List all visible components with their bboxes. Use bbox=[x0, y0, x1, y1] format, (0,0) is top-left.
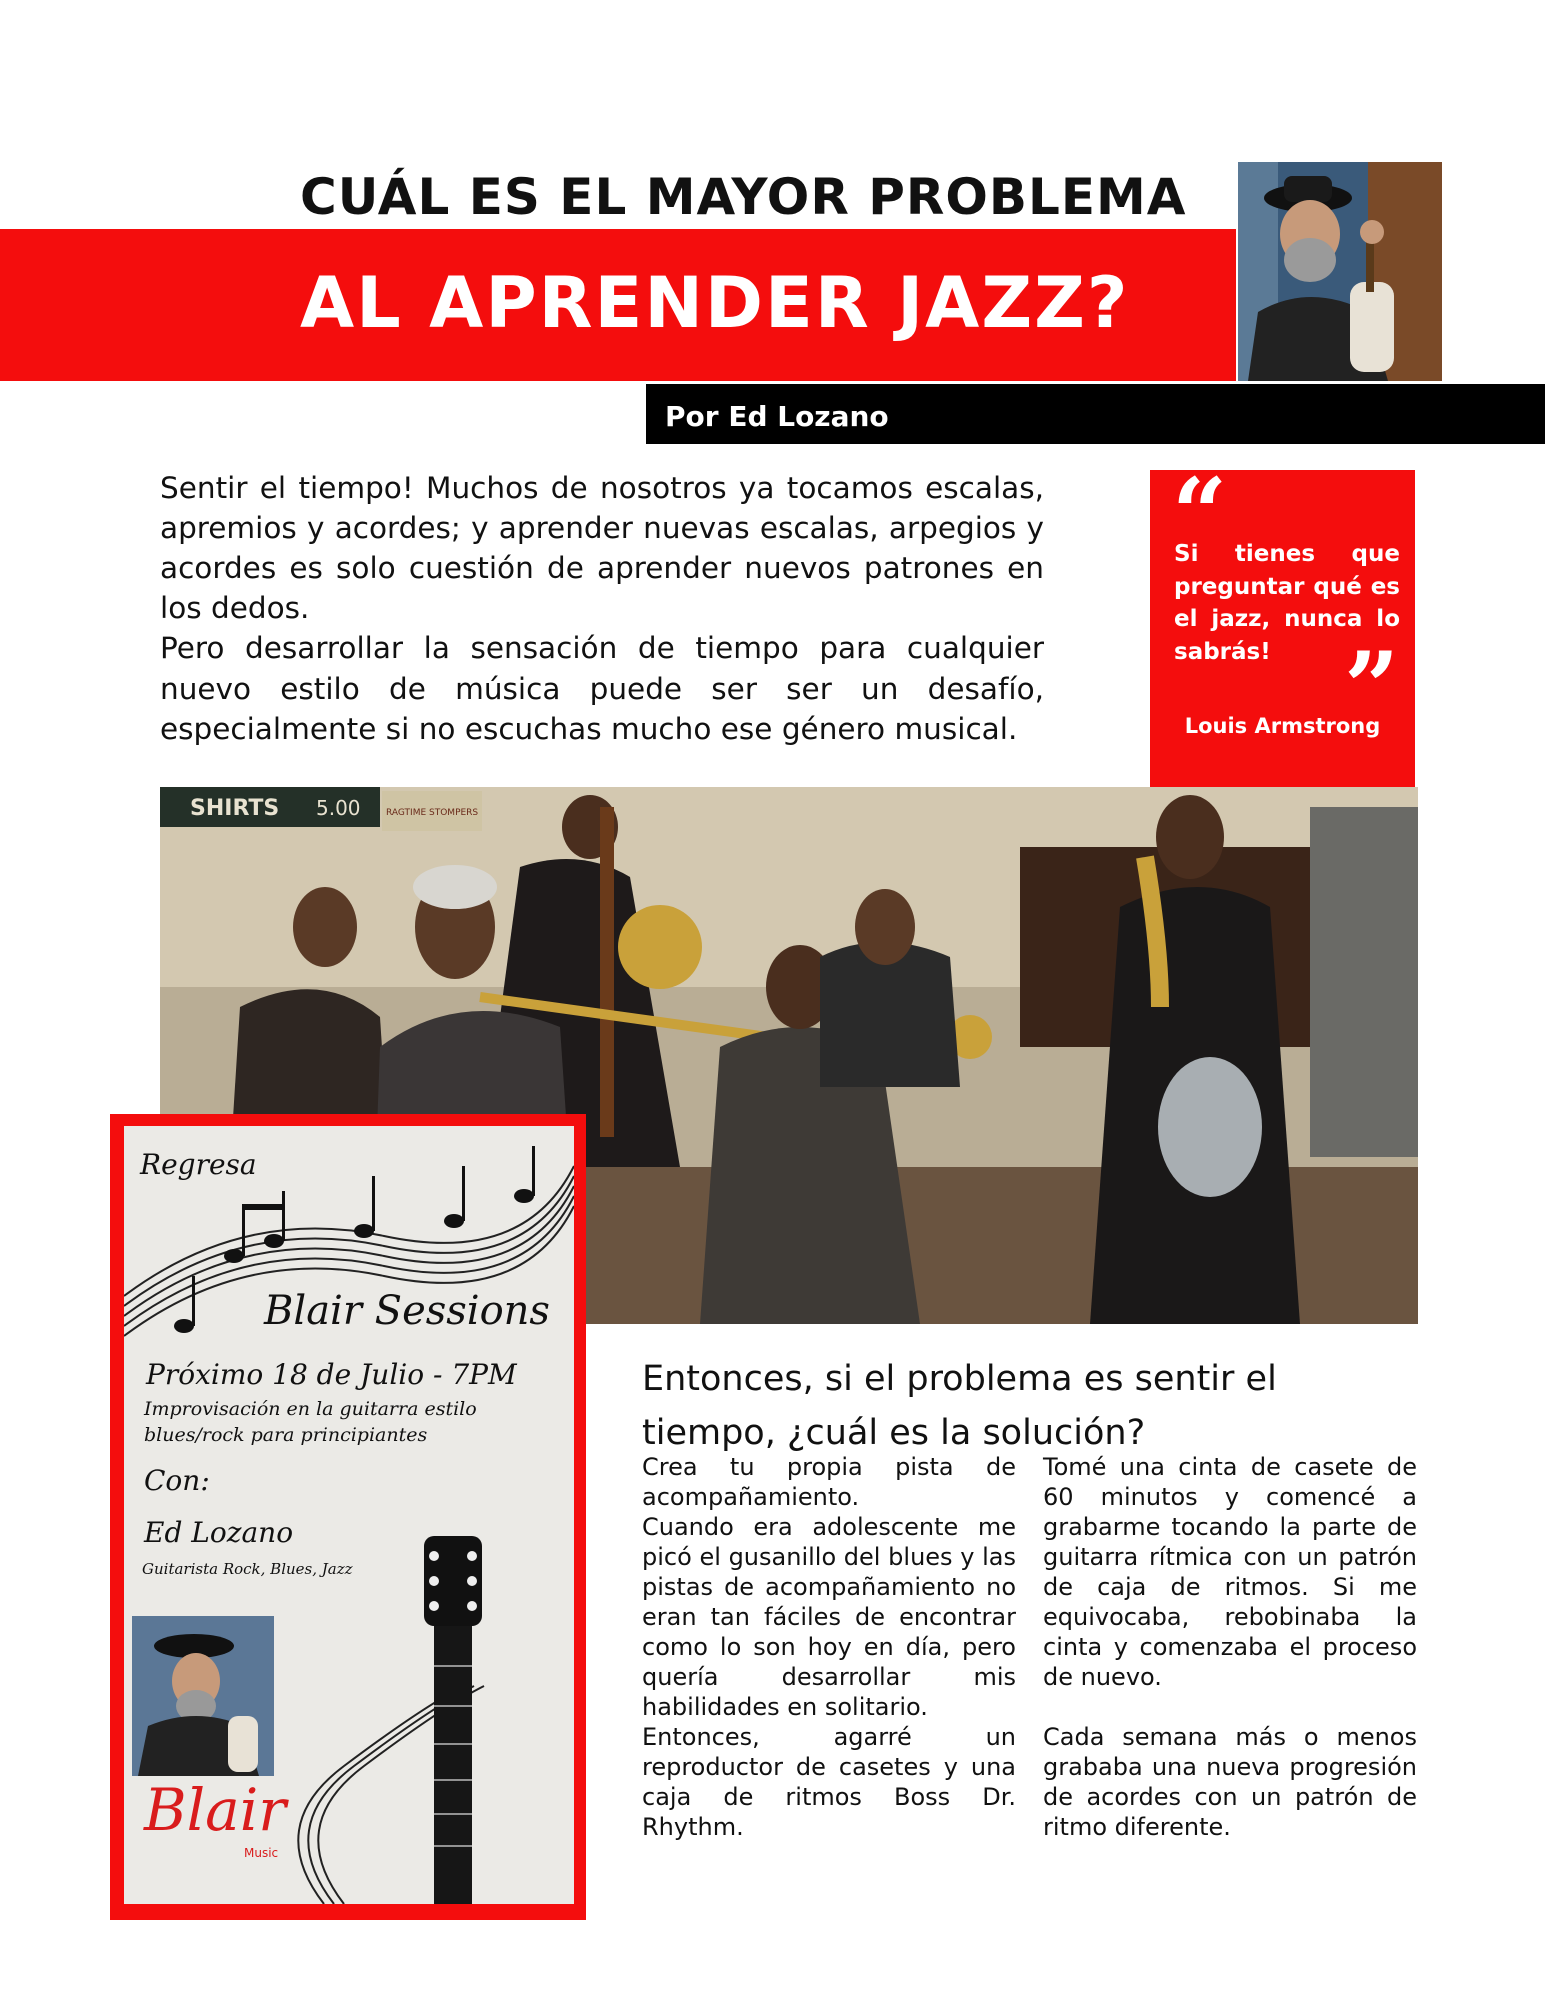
poster-name: Ed Lozano bbox=[144, 1516, 294, 1549]
intro-paragraph-1: Sentir el tiempo! Muchos de nosotros ya tocamos escalas, apremios y acordes; y aprender nuevas escalas, arpegios y acordes es solo cuestión de aprender nuevos patrones en los dedos. bbox=[160, 471, 1044, 626]
column-left-paragraph-1: Crea tu propia pista de acompañamiento. bbox=[642, 1453, 1016, 1511]
column-left bbox=[642, 1452, 1016, 1842]
poster-con: Con: bbox=[144, 1464, 210, 1497]
poster-date: Próximo 18 de Julio - 7PM bbox=[146, 1358, 517, 1391]
poster-event-name: Blair Sessions bbox=[264, 1288, 550, 1334]
event-poster-content bbox=[124, 1126, 574, 1904]
column-right bbox=[1043, 1452, 1417, 1842]
byline: Por Ed Lozano bbox=[665, 400, 889, 433]
poster-desc-line-2: blues/rock para principiantes bbox=[144, 1424, 428, 1446]
solution-heading: Entonces, si el problema es sentir el tiempo, ¿cuál es la solución? bbox=[642, 1359, 1277, 1454]
intro-text bbox=[160, 468, 1044, 749]
quote-close-mark: ” bbox=[1344, 631, 1400, 744]
quote-text: Si tienes que preguntar qué es el jazz, nunca lo sabrás! bbox=[1174, 541, 1400, 665]
paragraph-spacer bbox=[1043, 1692, 1417, 1722]
poster-desc-line-1: Improvisación en la guitarra estilo bbox=[144, 1398, 477, 1420]
title-top: CUÁL ES EL MAYOR PROBLEMA bbox=[300, 168, 1187, 226]
blair-logo-sub: Music bbox=[244, 1846, 279, 1860]
quote-author: Louis Armstrong bbox=[1184, 714, 1381, 738]
author-photo-image bbox=[1238, 162, 1442, 381]
author-photo bbox=[1238, 162, 1442, 381]
column-right-paragraph-1: Tomé una cinta de casete de 60 minutos y comencé a grabarme tocando la parte de guitarra rítmica con un patrón de caja de ritmos. Si me equivocaba, rebobinaba la cinta y comenzaba el proceso de nuevo. bbox=[1043, 1453, 1417, 1691]
quote-open-mark: “ bbox=[1172, 457, 1228, 570]
blair-logo: Blair bbox=[144, 1776, 287, 1844]
column-left-paragraph-3: Entonces, agarré un reproductor de casetes y una caja de ritmos Boss Dr. Rhythm. bbox=[642, 1723, 1016, 1841]
column-left-paragraph-2: Cuando era adolescente me picó el gusanillo del blues y las pistas de acompañamiento no eran tan fáciles de encontrar como lo son hoy en día, pero quería desarrollar mis habilidades en solitario. bbox=[642, 1513, 1016, 1721]
sign-shirts: SHIRTS bbox=[190, 796, 280, 821]
title-main: AL APRENDER JAZZ? bbox=[300, 262, 1130, 344]
poster-role: Guitarista Rock, Blues, Jazz bbox=[142, 1560, 353, 1578]
intro-paragraph-2: Pero desarrollar la sensación de tiempo para cualquier nuevo estilo de música puede ser ser un desafío, especialmente si no escuchas mucho ese género musical. bbox=[160, 631, 1044, 746]
sign-price: 5.00 bbox=[316, 796, 361, 820]
poster-regresa: Regresa bbox=[140, 1148, 257, 1181]
sign-poster: RAGTIME STOMPERS bbox=[386, 808, 479, 818]
column-right-paragraph-2: Cada semana más o menos grababa una nueva progresión de acordes con un patrón de ritmo diferente. bbox=[1043, 1723, 1417, 1841]
